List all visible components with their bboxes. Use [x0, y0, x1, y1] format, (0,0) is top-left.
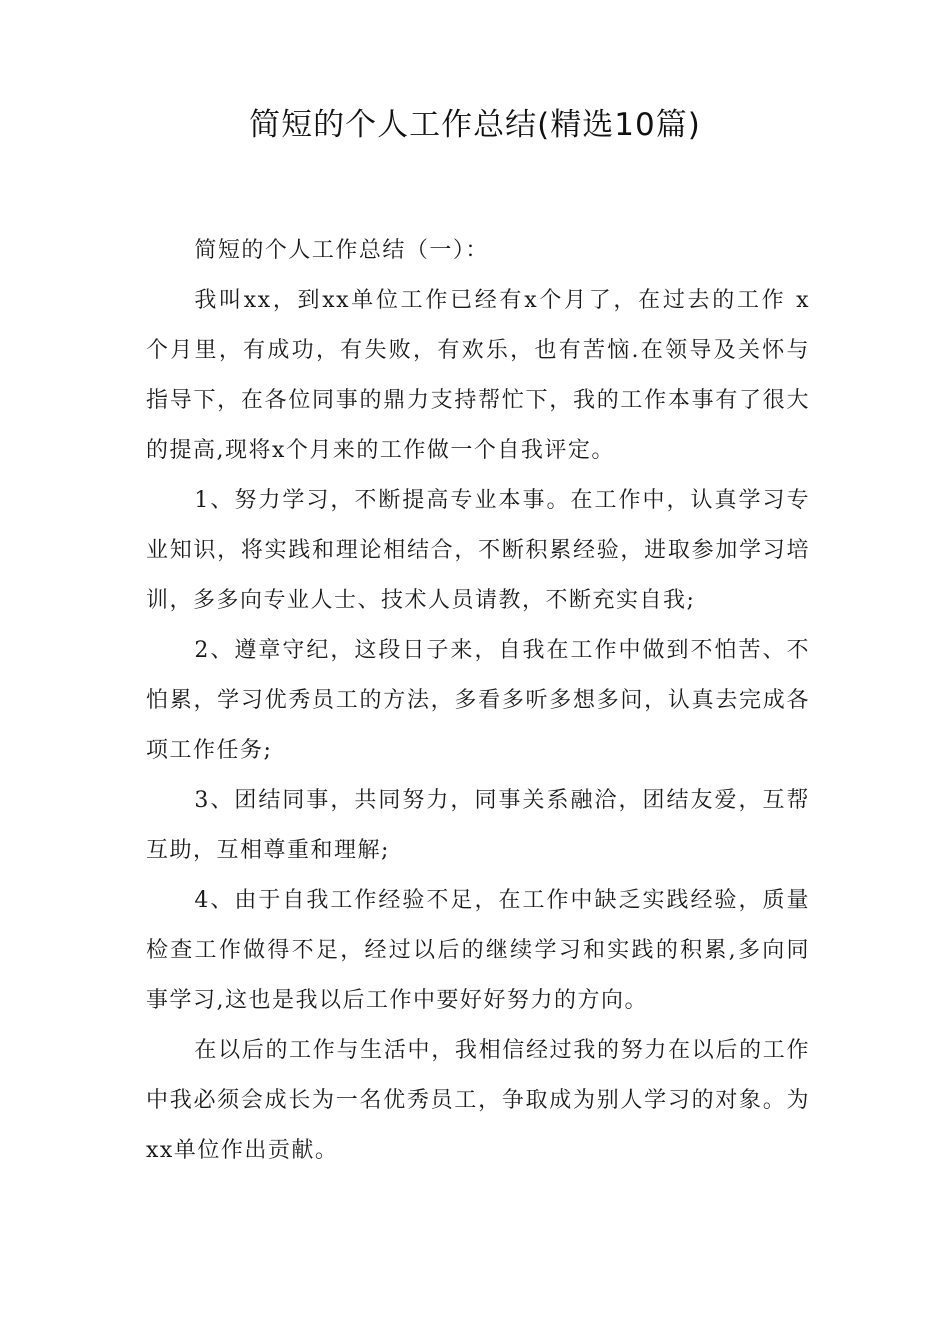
paragraph-closing: 在以后的工作与生活中，我相信经过我的努力在以后的工作中我必须会成长为一名优秀员工，争取成为别人学习的对象。为xx单位作出贡献。	[146, 1038, 810, 1163]
document-title: 简短的个人工作总结(精选10篇)	[249, 107, 701, 143]
paragraph-point-1: 1、努力学习，不断提高专业本事。在工作中，认真学习专业知识，将实践和理论相结合，不断积累经验，进取参加学习培训，多多向专业人士、技术人员请教，不断充实自我;	[146, 488, 810, 613]
paragraph-point-2: 2、遵章守纪，这段日子来，自我在工作中做到不怕苦、不怕累，学习优秀员工的方法，多看多听多想多问，认真去完成各项工作任务;	[146, 638, 810, 763]
paragraph-point-3: 3、团结同事，共同努力，同事关系融洽，团结友爱，互帮互助，互相尊重和理解;	[146, 788, 810, 863]
document-body	[146, 226, 810, 1176]
section-heading: 简短的个人工作总结（一）：	[194, 238, 489, 263]
paragraph-point-4: 4、由于自我工作经验不足，在工作中缺乏实践经验，质量检查工作做得不足，经过以后的继续学习和实践的积累,多向同事学习,这也是我以后工作中要好好努力的方向。	[146, 888, 810, 1013]
paragraph-intro: 我叫xx，到xx单位工作已经有x个月了，在过去的工作 x 个月里，有成功，有失败，有欢乐，也有苦恼.在领导及关怀与指导下，在各位同事的鼎力支持帮忙下，我的工作本事有了很大的提高,现将x个月来的工作做一个自我评定。	[146, 288, 810, 463]
